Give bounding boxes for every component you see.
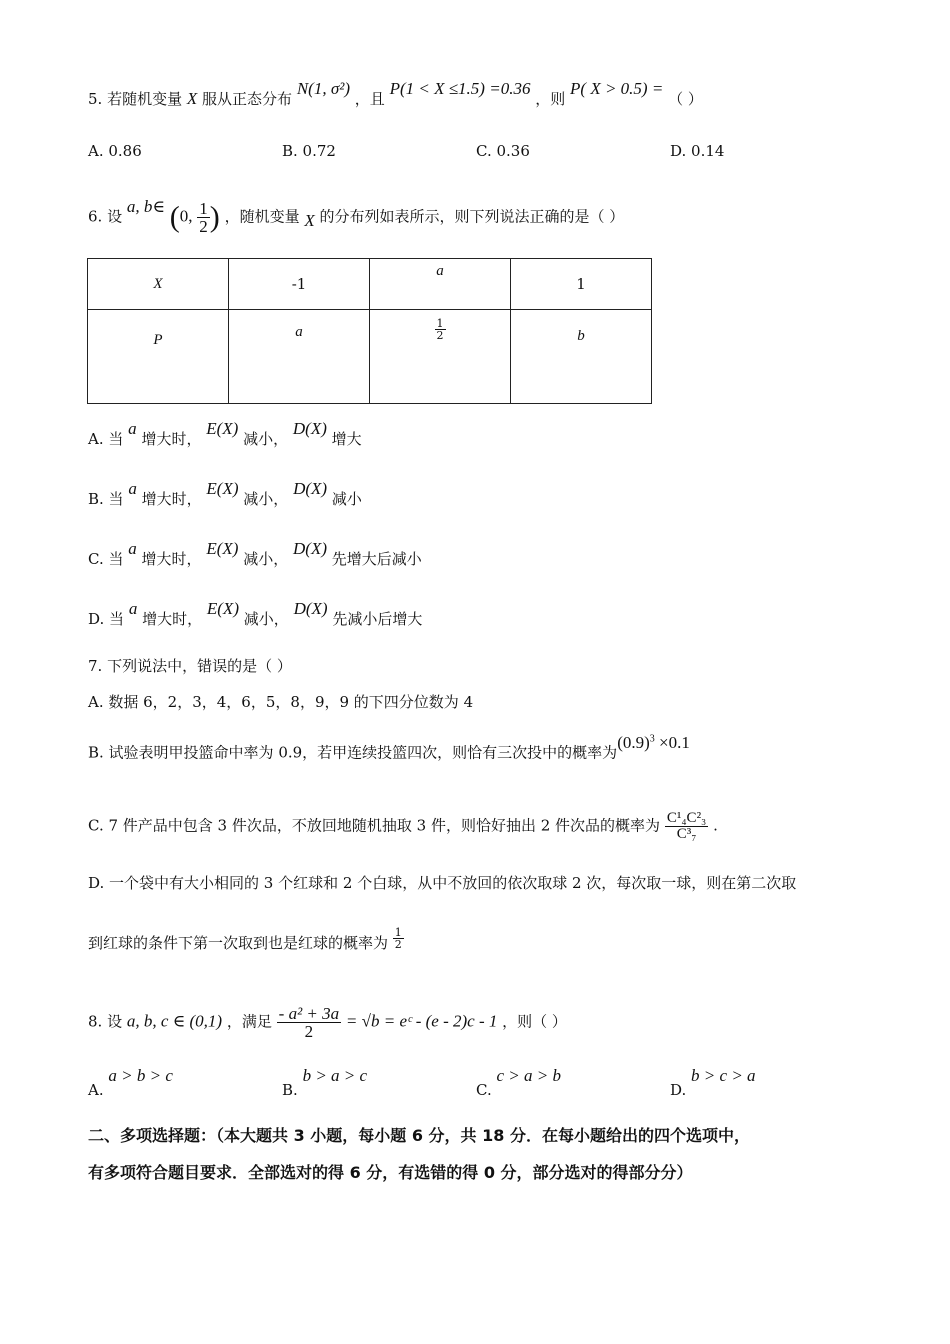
section2-heading-line2: 有多项符合题目要求．全部选对的得 6 分，有选错的得 0 分，部分选对的得部分分） xyxy=(88,1163,693,1182)
half-fraction xyxy=(435,318,446,341)
q5-answer-paren: （ ） xyxy=(668,90,703,108)
q8-option-expr: b > a > c xyxy=(302,1066,368,1085)
q5-option-d: D. 0.14 xyxy=(670,142,725,160)
q7-option-b xyxy=(88,732,690,764)
q6-option-var: a xyxy=(128,479,137,498)
q7-option-c-num: C¹₄C²₃ xyxy=(666,810,707,826)
q6-option-dx: D(X) xyxy=(293,599,328,618)
table-cell: P xyxy=(88,310,229,404)
q8-option-b xyxy=(282,1066,368,1099)
q8-stem-b: ，满足 xyxy=(226,1012,272,1031)
q7-option-b-formula xyxy=(617,733,690,752)
q5-probability-asked: P( X > 0.5) = xyxy=(570,79,664,98)
q8-fraction xyxy=(277,1005,341,1040)
q8-option-expr: c > a > b xyxy=(496,1066,561,1085)
q7-option-d-line1: D. 一个袋中有大小相同的 3 个红球和 2 个白球，从中不放回的依次取球 2 次，每次取一球，则在第二次取 xyxy=(88,874,797,892)
q6-stem-b: ，随机变量 xyxy=(224,207,300,226)
q6-condition-fraction xyxy=(197,200,210,235)
q8-fraction-num: - a² + 3a xyxy=(278,1004,340,1023)
q6-option-mid: 增大时， xyxy=(141,490,202,508)
q6-option-ex: E(X) xyxy=(206,479,239,498)
q5-stem-b: 服从正态分布 xyxy=(202,90,293,108)
table-cell: 1 xyxy=(511,259,652,310)
q6-stem xyxy=(88,196,625,236)
q6-option-tail: 增大 xyxy=(331,430,362,448)
q6-fraction-den: 2 xyxy=(199,217,208,236)
q6-option-dec: 减小， xyxy=(243,430,289,448)
q6-option-tail: 减小 xyxy=(331,490,362,508)
distribution-table xyxy=(87,258,652,404)
q7-stem: 7. 下列说法中，错误的是（ ） xyxy=(88,657,292,675)
q8-stem-a: 8. 设 xyxy=(88,1012,123,1031)
q8-option-label: A. xyxy=(88,1081,104,1099)
q6-option-label: D. 当 xyxy=(88,610,125,628)
q6-var-x: X xyxy=(304,210,315,230)
q8-option-a xyxy=(88,1066,173,1099)
q6-fraction-num: 1 xyxy=(199,199,208,218)
table-row xyxy=(88,310,652,404)
q7-option-c-text: C. 7 件产品中包含 3 件次品，不放回地随机抽取 3 件，则恰好抽出 2 件次品的概率为 xyxy=(88,816,661,835)
half-den: 2 xyxy=(436,329,444,342)
table-row xyxy=(88,259,652,310)
q8-option-c xyxy=(476,1066,561,1099)
table-cell: a xyxy=(229,310,370,404)
section2-heading-line1: 二、多项选择题：（本大题共 3 小题，每小题 6 分，共 18 分．在每小题给出的四个选项中， xyxy=(88,1126,750,1145)
q6-option-d xyxy=(88,599,423,630)
q6-paren-open: ( xyxy=(169,200,180,234)
q8-option-label: C. xyxy=(476,1081,492,1099)
q7-option-d-line2 xyxy=(88,925,404,956)
q6-option-var: a xyxy=(128,539,137,558)
table-cell: b xyxy=(511,310,652,404)
q7-option-c-fraction xyxy=(665,811,708,842)
q6-condition-zero: 0, xyxy=(179,206,193,226)
q6-option-label: B. 当 xyxy=(88,490,124,508)
q8-stem xyxy=(88,1005,567,1040)
q5-distribution: N(1, σ²) xyxy=(296,79,350,98)
q5-option-b: B. 0.72 xyxy=(282,142,336,160)
q6-option-b xyxy=(88,479,362,510)
q7-option-b-text: B. 试验表明甲投篮命中率为 0.9，若甲连续投篮四次，则恰有三次投中的概率为 xyxy=(88,743,618,762)
q5-stem-d: ，则 xyxy=(535,90,566,108)
q6-option-label: C. 当 xyxy=(88,550,124,568)
q8-option-label: B. xyxy=(282,1081,298,1099)
q5-stem-a: 5. 若随机变量 xyxy=(88,90,183,108)
q6-option-dec: 减小， xyxy=(243,490,289,508)
q6-option-tail: 先增大后减小 xyxy=(331,550,422,568)
q8-equation-rhs: = √b = eᶜ - (e - 2)c - 1 xyxy=(345,1011,498,1031)
q6-option-ex: E(X) xyxy=(206,539,239,558)
q6-option-dec: 减小， xyxy=(243,550,289,568)
table-cell: -1 xyxy=(229,259,370,310)
q5-var-x: X xyxy=(186,89,198,108)
q8-condition: a, b, c ∈ (0,1) xyxy=(126,1011,223,1031)
q7-option-d-num: 1 xyxy=(394,925,402,939)
q6-option-mid: 增大时， xyxy=(141,430,202,448)
q7-option-d-den: 2 xyxy=(394,937,402,951)
q7-option-c-end: . xyxy=(713,816,718,835)
q5-option-a: A. 0.86 xyxy=(88,142,142,160)
q5-option-c: C. 0.36 xyxy=(476,142,530,160)
q6-option-ex: E(X) xyxy=(206,599,239,618)
q8-option-label: D. xyxy=(670,1081,687,1099)
q6-condition-lhs: a, b∈ xyxy=(126,196,165,216)
q6-stem-a: 6. 设 xyxy=(88,207,123,226)
q6-option-label: A. 当 xyxy=(88,430,124,448)
q6-option-mid: 增大时， xyxy=(142,610,203,628)
q7-option-a: A. 数据 6，2，3，4，6，5，8，9，9 的下四分位数为 4 xyxy=(88,693,474,711)
q6-option-ex: E(X) xyxy=(206,419,239,438)
q5-probability-given: P(1 < X ≤1.5) =0.36 xyxy=(389,79,531,98)
table-cell xyxy=(370,310,511,404)
q8-option-d xyxy=(670,1066,756,1099)
q8-option-expr: a > b > c xyxy=(108,1066,173,1085)
q6-option-dx: D(X) xyxy=(292,419,327,438)
table-cell: X xyxy=(88,259,229,310)
q6-option-dx: D(X) xyxy=(293,479,328,498)
q7-option-d-text: 到红球的条件下第一次取到也是红球的概率为 xyxy=(88,934,389,952)
q8-stem-c: ，则（ ） xyxy=(502,1012,567,1031)
q6-stem-c: 的分布列如表所示，则下列说法正确的是（ ） xyxy=(319,207,625,226)
q6-option-c xyxy=(88,539,422,570)
q6-option-dec: 减小， xyxy=(243,610,289,628)
q6-option-dx: D(X) xyxy=(293,539,327,558)
q6-option-a xyxy=(88,419,362,450)
half-num: 1 xyxy=(436,317,444,330)
q6-paren-close: ) xyxy=(209,200,220,234)
q8-fraction-den: 2 xyxy=(277,1022,341,1040)
q7-option-d-fraction xyxy=(393,927,404,950)
q5-stem xyxy=(88,79,703,110)
q5-stem-c: ，且 xyxy=(354,90,385,108)
q6-option-var: a xyxy=(128,419,137,438)
q6-option-mid: 增大时， xyxy=(141,550,202,568)
q7-option-b-tail: ×0.1 xyxy=(654,732,690,752)
q7-option-c xyxy=(88,811,718,842)
q6-option-var: a xyxy=(128,599,138,618)
q7-option-c-den: C³₇ xyxy=(665,826,708,842)
q7-option-b-exp: 3 xyxy=(649,733,655,744)
table-cell: a xyxy=(370,259,511,310)
q8-option-expr: b > c > a xyxy=(691,1066,756,1085)
q7-option-b-base: (0.9) xyxy=(617,732,650,752)
q6-option-tail: 先减小后增大 xyxy=(332,610,423,628)
